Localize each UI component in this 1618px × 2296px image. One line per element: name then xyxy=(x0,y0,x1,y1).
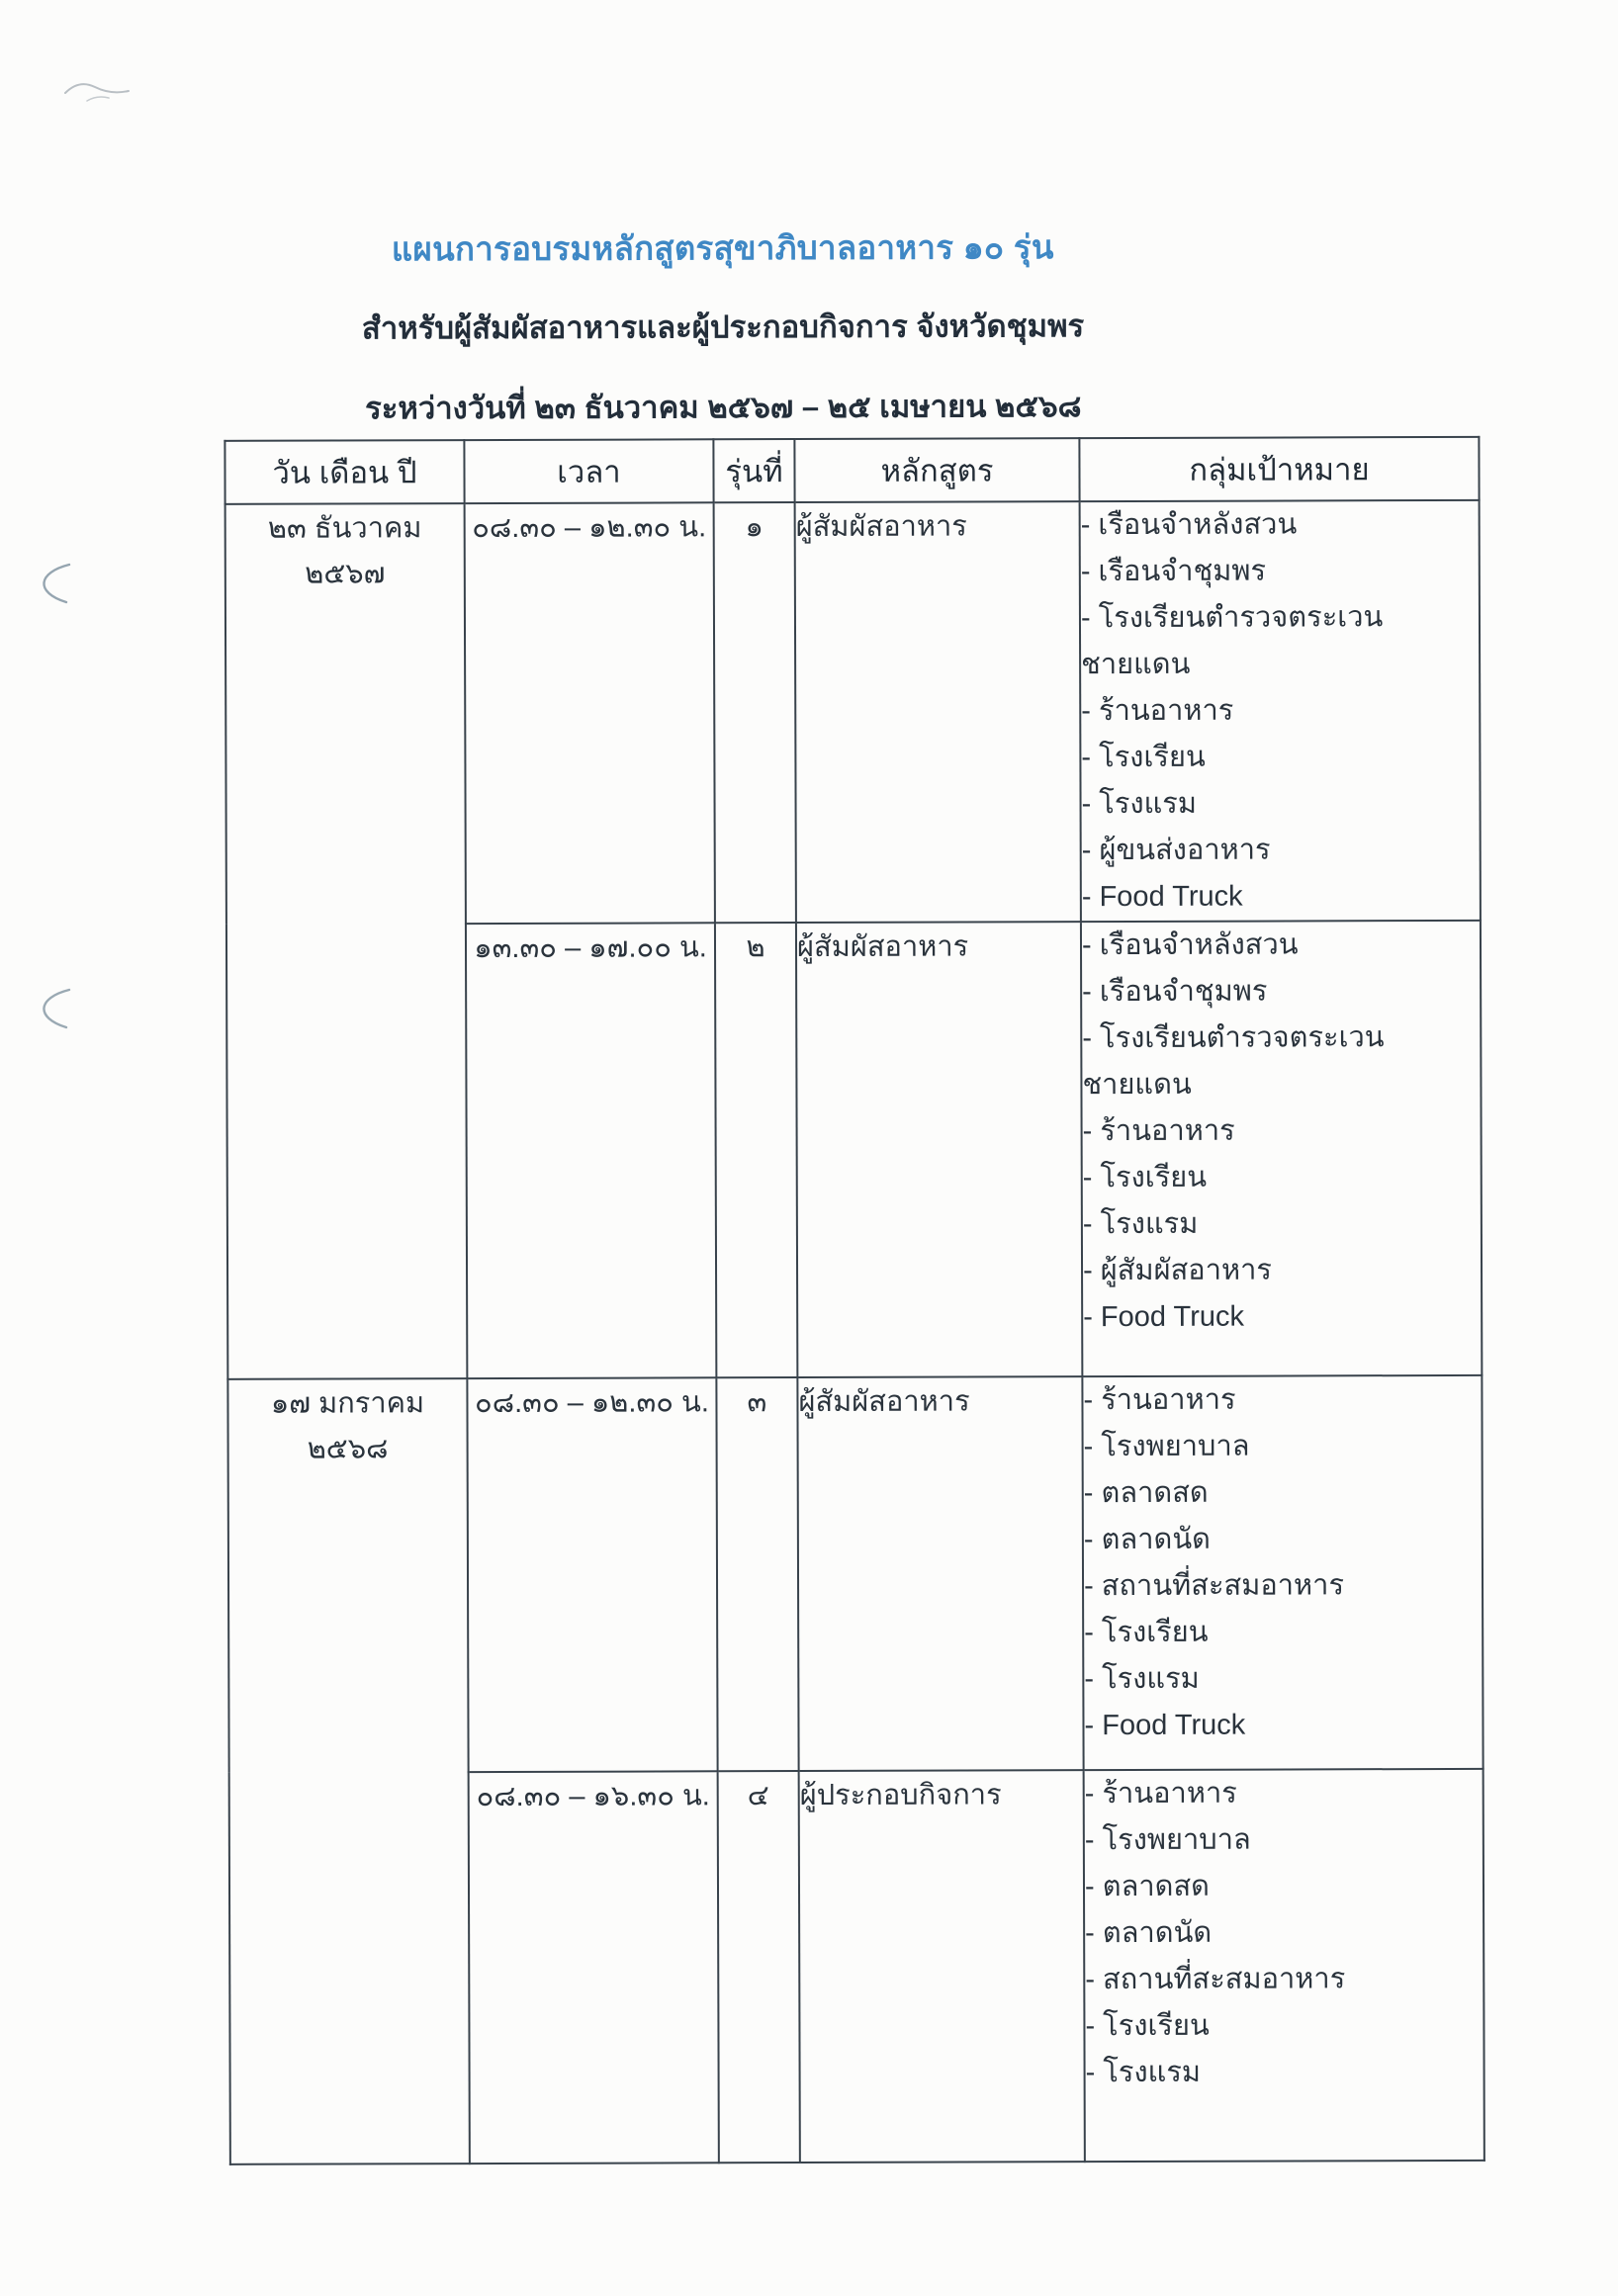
cell-batch-number: ๔ xyxy=(718,1771,800,2163)
document-subtitle: สำหรับผู้สัมผัสอาหารและผู้ประกอบกิจการ จังหวัดชุมพร xyxy=(361,309,1085,346)
target-group-item: - เรือนจำหลังสวน xyxy=(1080,508,1298,542)
target-group-item: - โรงแรม xyxy=(1081,787,1198,821)
target-group-item: - โรงเรียนตำรวจตระเวน xyxy=(1082,1021,1385,1055)
target-group-item: - โรงเรียน xyxy=(1084,1616,1209,1649)
target-group-item: - ตลาดนัด xyxy=(1085,1916,1213,1950)
target-group-item: - ร้านอาหาร xyxy=(1081,694,1234,728)
table-row-batch-3 xyxy=(227,1375,1483,1773)
target-group-item: - Food Truck xyxy=(1081,880,1243,914)
cell-course: ผู้สัมผัสอาหาร xyxy=(796,922,1082,1377)
header-time-column: เวลา xyxy=(464,439,713,503)
target-group-item: - ตลาดนัด xyxy=(1083,1523,1212,1556)
cell-time: ๐๘.๓๐ – ๑๖.๓๐ น. xyxy=(469,1771,719,2164)
target-group-item: - ผู้สัมผัสอาหาร xyxy=(1082,1254,1272,1287)
document-date-range: ระหว่างวันที่ ๒๓ ธันวาคม ๒๕๖๗ – ๒๕ เมษายน ๒๕๖๘ xyxy=(364,389,1082,426)
cell-course: ผู้สัมผัสอาหาร xyxy=(797,1376,1083,1771)
header-course-column: หลักสูตร xyxy=(794,438,1079,502)
target-group-item: - ตลาดสด xyxy=(1084,1870,1211,1903)
target-group-item: - สถานที่สะสมอาหาร xyxy=(1085,1963,1346,1996)
target-group-item: - Food Truck xyxy=(1083,1300,1245,1334)
target-group-item: - ผู้ขนส่งอาหาร xyxy=(1081,834,1271,867)
target-group-item: - สถานที่สะสมอาหาร xyxy=(1083,1569,1345,1603)
target-group-item: - โรงเรียน xyxy=(1085,2009,1210,2043)
target-group-item: - ตลาดสด xyxy=(1083,1476,1209,1510)
header-date-column: วัน เดือน ปี xyxy=(225,440,464,504)
target-group-item: - โรงพยาบาล xyxy=(1083,1430,1250,1463)
target-group-item: - ร้านอาหาร xyxy=(1084,1777,1237,1810)
target-group-item: - ร้านอาหาร xyxy=(1082,1114,1235,1148)
target-group-item: - โรงแรม xyxy=(1084,1662,1200,1696)
target-group-item: ชายแดน xyxy=(1081,648,1191,681)
cell-date: ๑๗ มกราคม ๒๕๖๘ xyxy=(227,1378,469,2164)
header-batch-column: รุ่นที่ xyxy=(713,439,794,502)
cell-batch-number: ๒ xyxy=(715,923,797,1377)
document-title: แผนการอบรมหลักสูตรสุขาภิบาลอาหาร ๑๐ รุ่น xyxy=(391,228,1054,268)
cell-target-groups xyxy=(1080,500,1481,922)
table-row-batch-1 xyxy=(225,500,1481,925)
target-group-item: - โรงพยาบาล xyxy=(1084,1823,1251,1857)
target-group-item: - โรงเรียน xyxy=(1081,741,1206,774)
target-group-item: - เรือนจำชุมพร xyxy=(1082,975,1268,1009)
cell-batch-number: ๓ xyxy=(716,1377,798,1771)
cell-batch-number: ๑ xyxy=(714,502,796,923)
target-group-item: - โรงแรม xyxy=(1085,2056,1202,2089)
training-schedule-table xyxy=(224,436,1484,2165)
cell-course: ผู้สัมผัสอาหาร xyxy=(795,501,1081,923)
table-header-row xyxy=(225,437,1479,504)
cell-time: ๑๓.๓๐ – ๑๗.๐๐ น. xyxy=(466,923,716,1378)
target-group-item: - โรงเรียนตำรวจตระเวน xyxy=(1080,601,1384,635)
target-group-item: ชายแดน xyxy=(1082,1068,1192,1102)
cell-time: ๐๘.๓๐ – ๑๒.๓๐ น. xyxy=(465,502,715,924)
cell-target-groups xyxy=(1081,921,1482,1376)
header-target-group-column: กลุ่มเป้าหมาย xyxy=(1079,437,1479,501)
target-group-item: - โรงแรม xyxy=(1082,1207,1199,1241)
cell-date: ๒๓ ธันวาคม ๒๕๖๗ xyxy=(225,503,468,1379)
target-group-item: - โรงเรียน xyxy=(1082,1161,1208,1194)
cell-target-groups xyxy=(1084,1769,1484,2162)
cell-course: ผู้ประกอบกิจการ xyxy=(799,1770,1085,2163)
cell-time: ๐๘.๓๐ – ๑๒.๓๐ น. xyxy=(467,1377,717,1772)
target-group-item: - ร้านอาหาร xyxy=(1083,1383,1236,1417)
target-group-item: - เรือนจำหลังสวน xyxy=(1081,928,1299,962)
target-group-item: - เรือนจำชุมพร xyxy=(1080,555,1267,588)
cell-target-groups xyxy=(1082,1375,1483,1770)
target-group-item: - Food Truck xyxy=(1084,1709,1246,1742)
